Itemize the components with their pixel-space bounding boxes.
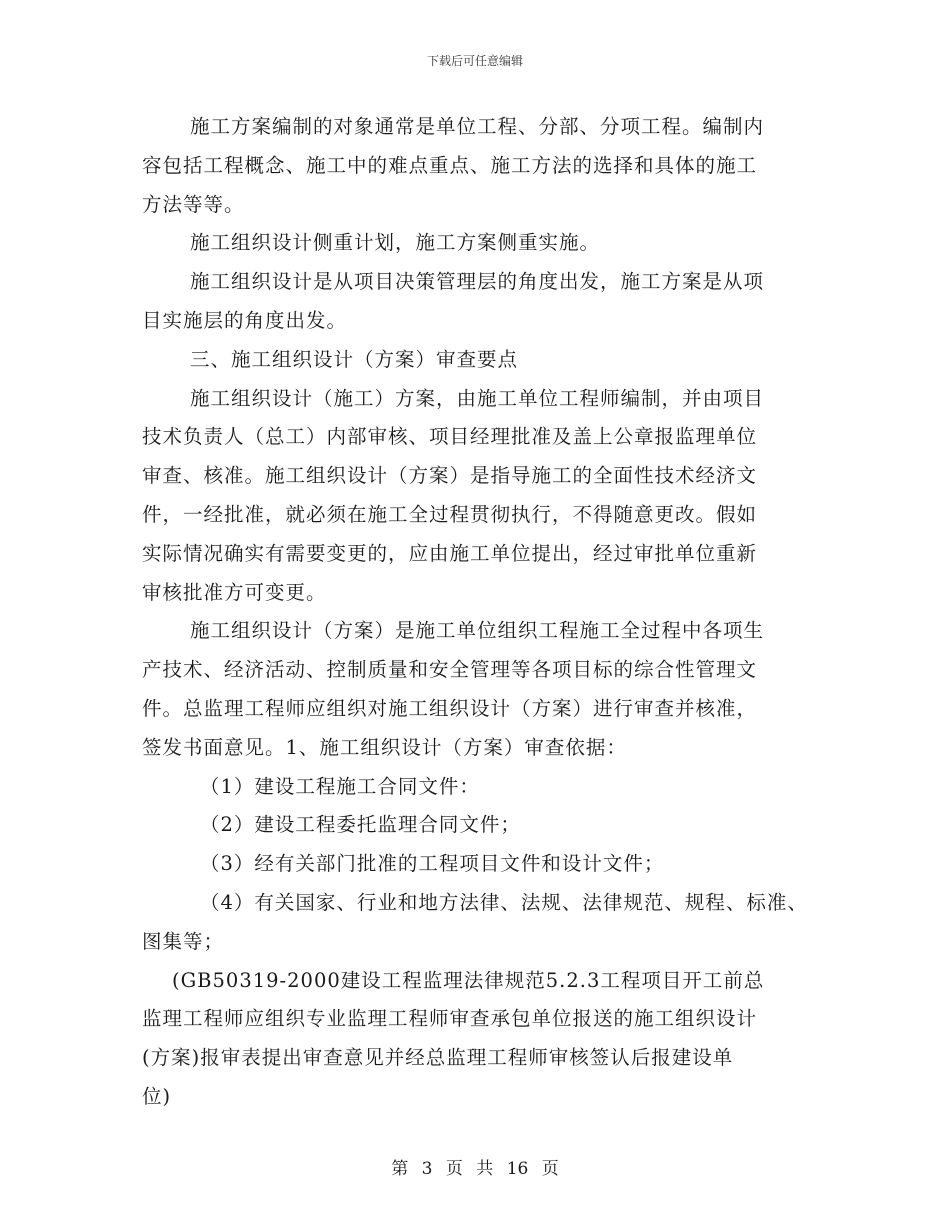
text-line: 图集等；	[142, 929, 225, 953]
text-line: 产技术、经济活动、控制质量和安全管理等各项目标的综合性管理文	[142, 658, 758, 682]
text-line: 监理工程师应组织专业监理工程师审查承包单位报送的施工组织设计	[142, 1007, 758, 1031]
total-page-count: 16	[506, 1159, 529, 1179]
text-line: 方法等等。	[142, 192, 245, 216]
footer-page-word: 页	[445, 1159, 463, 1179]
footer-suffix: 页	[541, 1159, 559, 1179]
footer-prefix: 第	[391, 1159, 409, 1179]
text-line: 目实施层的角度出发。	[142, 308, 348, 332]
page-footer	[0, 1154, 950, 1179]
footer-total-prefix: 共	[476, 1159, 494, 1179]
text-line: (GB50319-2000建设工程监理法律规范5.2.3工程项目开工前总	[172, 968, 765, 992]
current-page-number: 3	[421, 1159, 433, 1179]
page-header: 下载后可任意编辑	[426, 54, 523, 68]
list-item: （4）有关国家、行业和地方法律、法规、法律规范、规程、标准、	[200, 890, 808, 914]
text-line: 施工组织设计（方案）是施工单位组织工程施工全过程中各项生	[190, 619, 765, 643]
text-line: 审查、核准。施工组织设计（方案）是指导施工的全面性技术经济文	[142, 464, 758, 488]
text-line: 容包括工程概念、施工中的难点重点、施工方法的选择和具体的施工	[142, 153, 758, 177]
text-line: 实际情况确实有需要变更的，应由施工单位提出，经过审批单位重新	[142, 541, 758, 565]
text-line: 签发书面意见。1、施工组织设计（方案）审查依据：	[142, 735, 627, 759]
text-line: 审核批准方可变更。	[142, 580, 327, 604]
text-line: 施工组织设计（施工）方案，由施工单位工程师编制，并由项目	[190, 386, 765, 410]
document-body	[142, 108, 832, 1117]
text-line: 施工组织设计是从项目决策管理层的角度出发，施工方案是从项	[190, 270, 765, 294]
text-line: 件。总监理工程师应组织对施工组织设计（方案）进行审查并核准，	[142, 696, 758, 720]
list-item: （2）建设工程委托监理合同文件；	[200, 813, 521, 837]
section-heading: 三、施工组织设计（方案）审查要点	[190, 347, 519, 371]
text-line: (方案)报审表提出审查意见并经总监理工程师审核签认后报建设单	[142, 1046, 734, 1070]
text-line: 施工方案编制的对象通常是单位工程、分部、分项工程。编制内	[190, 115, 765, 138]
list-item: （1）建设工程施工合同文件：	[200, 774, 480, 798]
text-line: 件，一经批准，就必须在施工全过程贯彻执行，不得随意更改。假如	[142, 502, 758, 526]
text-line: 施工组织设计侧重计划，施工方案侧重实施。	[190, 231, 601, 255]
text-line: 技术负责人（总工）内部审核、项目经理批准及盖上公章报监理单位	[142, 425, 758, 449]
list-item: （3）经有关部门批准的工程项目文件和设计文件；	[200, 852, 665, 876]
text-line: 位)	[142, 1084, 172, 1108]
